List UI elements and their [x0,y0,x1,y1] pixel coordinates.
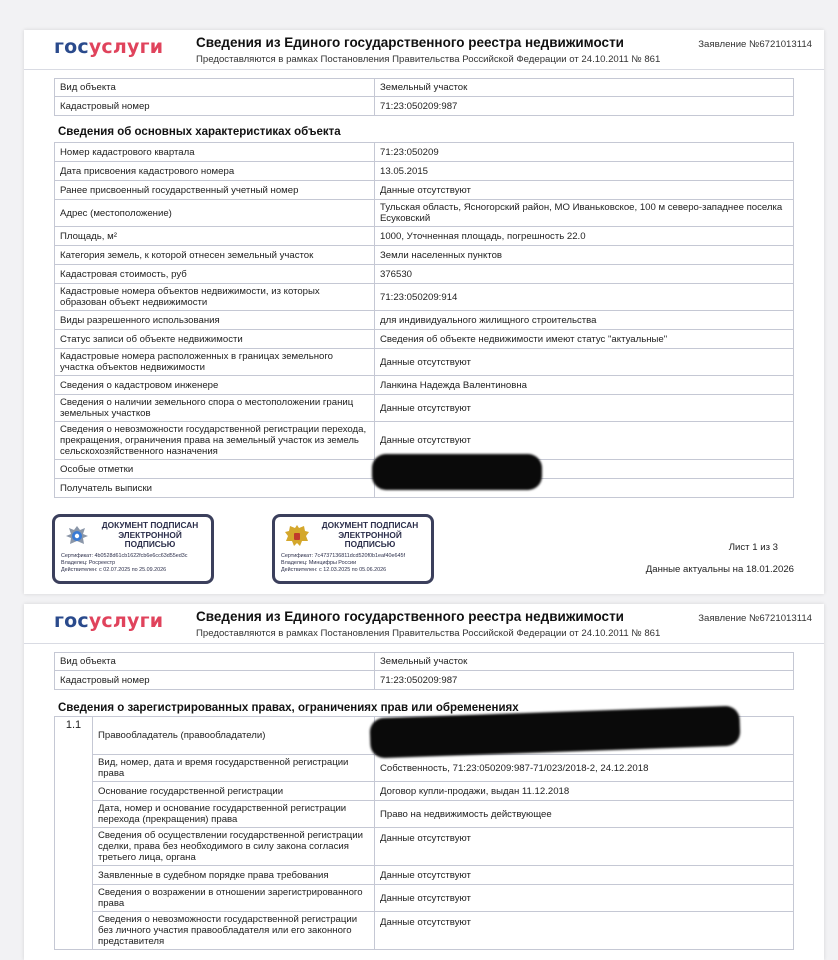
table-row [55,885,794,912]
row-value: 1000, Уточненная площадь, погрешность 22.0 [375,227,794,246]
row-value: Тульская область, Ясногорский район, МО Иваньковское, 100 м северо-западнее поселка Есуковский [375,200,794,227]
stamp-title-line: ДОКУМЕНТ ПОДПИСАН [321,520,419,530]
stamp-certificate: Сертификат: 4b0528d61cb1622fcb6e6cc63d55ed3c [61,553,188,559]
gosuslugi-logo [54,36,163,58]
logo-text-gos: гос [54,610,89,632]
row-label: Вид, номер, дата и время государственной регистрации права [93,755,375,782]
row-value: Данные отсутствуют [375,422,794,460]
logo-text-gos: гос [54,36,89,58]
data-actual-date: Данные актуальны на 18.01.2026 [645,564,794,575]
row-value: 13.05.2015 [375,162,794,181]
row-value: Данные отсутствуют [375,181,794,200]
table-row [55,912,794,950]
stamp-validity: Действителен: с 02.07.2025 по 25.09.2026 [61,567,167,573]
row-value: Право на недвижимость действующее [375,801,794,828]
table-row [55,330,794,349]
stamp-info [281,553,428,574]
row-value: 71:23:050209 [375,143,794,162]
signature-stamp-mintsifry [272,514,434,584]
row-label: Статус записи об объекте недвижимости [55,330,375,349]
row-label: Сведения об осуществлении государственной регистрации сделки, права без необходимого в силу закона согласия третьего лица, органа [93,828,375,866]
document-page-1 [24,30,824,594]
table-row [55,143,794,162]
row-value: Данные отсутствуют [375,828,794,866]
stamp-title-line: ПОДПИСЬЮ [344,539,396,549]
stamp-owner: Владелец: Росреестр [61,560,116,566]
row-label: Сведения о невозможности государственной регистрации без личного участия правообладателя или его законного представителя [93,912,375,950]
stamp-validity: Действителен: с 12.03.2025 по 05.06.2026 [281,567,387,573]
table-row [55,755,794,782]
application-number: Заявление №6721013114 [698,39,812,50]
stamp-title [313,521,427,550]
table-row [55,181,794,200]
table-row [55,265,794,284]
stamp-owner: Владелец: Минцифры России [281,560,357,566]
row-value: Собственность, 71:23:050209:987-71/023/2018-2, 24.12.2018 [375,755,794,782]
row-value: Данные отсутствуют [375,885,794,912]
table-row [55,782,794,801]
page-number: Лист 1 из 3 [728,542,778,553]
row-value: 71:23:050209:987 [375,97,794,116]
row-label: Сведения о невозможности государственной регистрации перехода, прекращения, ограничения права на земельный участок из земель сельскохозяйственного назначения [55,422,375,460]
logo-text-uslugi: услуги [88,36,164,58]
row-label: Кадастровые номера объектов недвижимости, из которых образован объект недвижимости [55,284,375,311]
row-value: 376530 [375,265,794,284]
table-row [55,671,794,690]
row-value: Данные отсутствуют [375,912,794,950]
document-title: Сведения из Единого государственного реестра недвижимости [196,609,624,624]
table-row [55,79,794,97]
row-label: Получатель выписки [55,479,375,498]
stamp-title-line: ЭЛЕКТРОННОЙ [338,529,402,540]
row-label: Адрес (местоположение) [55,200,375,227]
rosreestr-emblem-icon [63,522,91,550]
document-title: Сведения из Единого государственного реестра недвижимости [196,35,624,50]
gosuslugi-logo [54,610,163,632]
row-value: Ланкина Надежда Валентиновна [375,376,794,395]
row-label: Виды разрешенного использования [55,311,375,330]
stamp-info [61,553,208,574]
table-row [55,246,794,265]
object-table [54,78,794,116]
table-row [55,349,794,376]
row-label: Вид объекта [55,653,375,671]
object-table [54,652,794,690]
signature-stamp-rosreestr [52,514,214,584]
row-label: Основание государственной регистрации [93,782,375,801]
entry-number: 1.1 [55,717,93,950]
row-label: Сведения о наличии земельного спора о местоположении границ земельных участков [55,395,375,422]
table-row [55,311,794,330]
row-value: Данные отсутствуют [375,866,794,885]
row-value: Договор купли-продажи, выдан 11.12.2018 [375,782,794,801]
redaction-mark-recipient [372,454,542,490]
row-label: Кадастровый номер [55,97,375,116]
document-page-2 [24,604,824,960]
table-row [55,97,794,116]
table-row [55,376,794,395]
row-value: Земли населенных пунктов [375,246,794,265]
russia-coat-of-arms-icon [283,522,311,550]
table-row [55,801,794,828]
row-label: Дата присвоения кадастрового номера [55,162,375,181]
table-row [55,866,794,885]
row-value: для индивидуального жилищного строительства [375,311,794,330]
table-row [55,200,794,227]
stamp-title-line: ЭЛЕКТРОННОЙ [118,529,182,540]
page-header [24,30,824,70]
row-label: Сведения о кадастровом инженере [55,376,375,395]
stamp-title [93,521,207,550]
document-subtitle: Предоставляются в рамках Постановления Правительства Российской Федерации от 24.10.2011 № 861 [196,628,661,639]
row-label: Дата, номер и основание государственной регистрации перехода (прекращения) права [93,801,375,828]
section-title-rights: Сведения о зарегистрированных правах, ограничениях прав или обременениях [58,702,519,714]
section-title-characteristics: Сведения об основных характеристиках объекта [58,126,341,138]
row-value: Данные отсутствуют [375,349,794,376]
table-row [55,828,794,866]
row-label: Номер кадастрового квартала [55,143,375,162]
document-subtitle: Предоставляются в рамках Постановления Правительства Российской Федерации от 24.10.2011 № 861 [196,54,661,65]
row-label: Кадастровый номер [55,671,375,690]
table-row [55,653,794,671]
table-row [55,395,794,422]
stamp-certificate: Сертификат: 7c4737136811dcd520f0b1eaf40e645f [281,553,405,559]
row-label: Категория земель, к которой отнесен земельный участок [55,246,375,265]
row-value: Земельный участок [375,653,794,671]
row-label: Вид объекта [55,79,375,97]
row-value: Сведения об объекте недвижимости имеют статус "актуальные" [375,330,794,349]
logo-text-uslugi: услуги [88,610,164,632]
stamp-title-line: ДОКУМЕНТ ПОДПИСАН [101,520,199,530]
table-row [55,227,794,246]
row-value: Данные отсутствуют [375,395,794,422]
row-label: Особые отметки [55,460,375,479]
row-value: Земельный участок [375,79,794,97]
row-label: Ранее присвоенный государственный учетный номер [55,181,375,200]
row-label: Заявленные в судебном порядке права требования [93,866,375,885]
row-label: Площадь, м² [55,227,375,246]
stamp-title-line: ПОДПИСЬЮ [124,539,176,549]
page-header [24,604,824,644]
row-label: Кадастровая стоимость, руб [55,265,375,284]
row-label: Правообладатель (правообладатели) [93,717,375,755]
application-number: Заявление №6721013114 [698,613,812,624]
characteristics-table [54,142,794,498]
table-row [55,284,794,311]
row-label: Сведения о возражении в отношении зарегистрированного права [93,885,375,912]
row-label: Кадастровые номера расположенных в границах земельного участка объектов недвижимости [55,349,375,376]
table-row [55,162,794,181]
row-value: 71:23:050209:987 [375,671,794,690]
row-value: 71:23:050209:914 [375,284,794,311]
